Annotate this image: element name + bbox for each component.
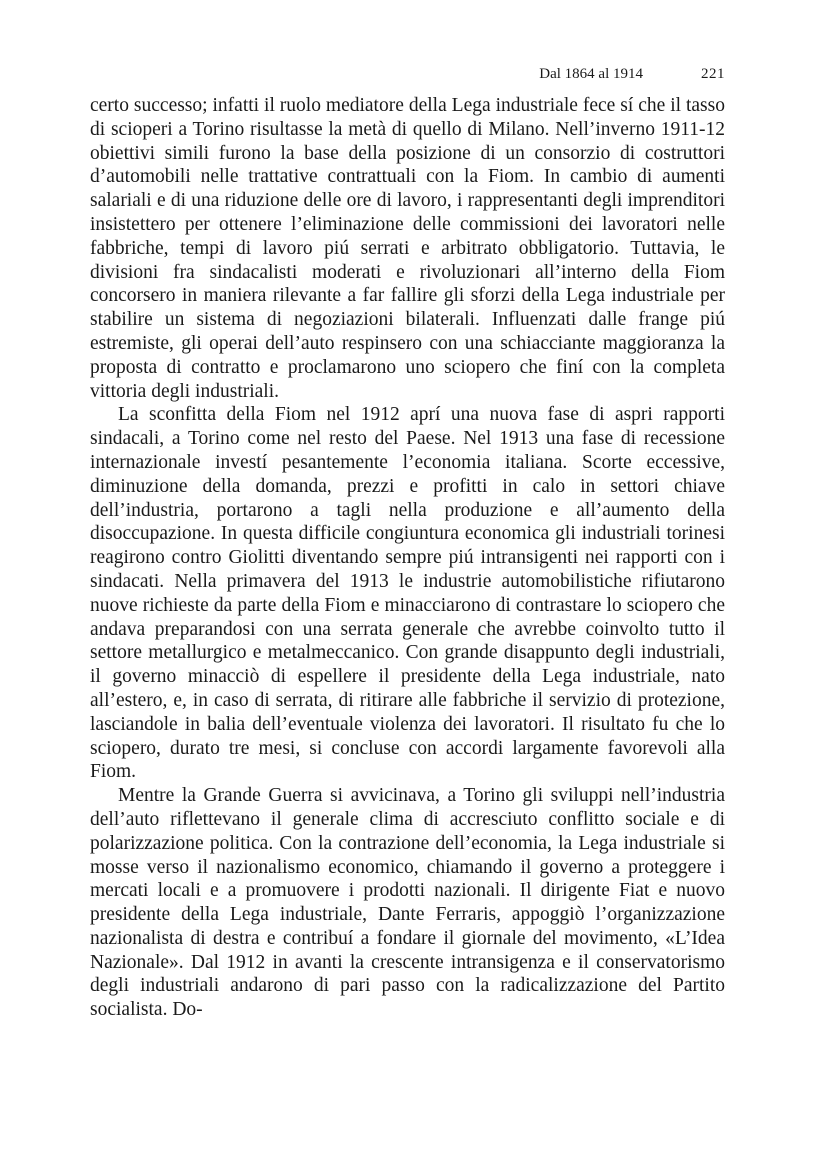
paragraph-1: certo successo; infatti il ruolo mediatore della Lega industriale fece sí che il tasso di scioperi a Torino risultasse la metà di quello di Milano. Nell’inverno 1911-12 obiettivi simili furono la base della posizione di un consorzio di costruttori d’automobili nelle trattative contrattuali con la Fiom. In cambio di aumenti salariali e di una riduzione delle ore di lavoro, i rappresentanti degli imprenditori insistettero per ottenere l’eliminazione delle commissioni dei lavoratori nelle fabbriche, tempi di lavoro piú serrati e arbitrato obbligatorio. Tuttavia, le divisioni fra sindacalisti moderati e rivoluzionari all’interno della Fiom concorsero in maniera rilevante a far fallire gli sforzi della Lega industriale per stabilire un sistema di negoziazioni bilaterali. Influenzati dalle frange piú estremiste, gli operai dell’auto respinsero con una schiacciante maggioranza la proposta di contratto e proclamarono uno sciopero che finí con la completa vittoria degli industriali.	[90, 95, 725, 402]
paragraph-3: Mentre la Grande Guerra si avvicinava, a Torino gli sviluppi nell’industria dell’auto riflettevano il generale clima di accresciuto conflitto sociale e di polarizzazione politica. Con la contrazione dell’economia, la Lega industriale si mosse verso il nazionalismo economico, chiamando il governo a proteggere i mercati locali e a promuovere i prodotti nazionali. Il dirigente Fiat e nuovo presidente della Lega industriale, Dante Ferraris, appoggiò l’organizzazione nazionalista di destra e contribuí a fondare il giornale del movimento, «L’Idea Nazionale». Dal 1912 in avanti la crescente intransigenza e il conservatorismo degli industriali andarono di pari passo con la radicalizzazione del Partito socialista. Do-	[90, 785, 725, 1021]
running-head	[90, 60, 725, 84]
paragraph-2: La sconfitta della Fiom nel 1912 aprí una nuova fase di aspri rapporti sindacali, a Torino come nel resto del Paese. Nel 1913 una fase di recessione internazionale investí pesantemente l’economia italiana. Scorte eccessive, diminuzione della domanda, prezzi e profitti in calo in settori chiave dell’industria, portarono a tagli nella produzione e all’aumento della disoccupazione. In questa difficile congiuntura economica gli industriali torinesi reagirono contro Giolitti diventando sempre piú intransigenti nei rapporti con i sindacati. Nella primavera del 1913 le industrie automobilistiche rifiutarono nuove richieste da parte della Fiom e minacciarono di contrastare lo sciopero che andava preparandosi con una serrata generale che avrebbe coinvolto tutto il settore metallurgico e metalmeccanico. Con grande disappunto degli industriali, il governo minacciò di espellere il presidente della Lega industriale, nato all’estero, e, in caso di serrata, di ritirare alle fabbriche il servizio di protezione, lasciandole in balia dell’eventuale violenza dei lavoratori. Il risultato fu che lo sciopero, durato tre mesi, si concluse con accordi largamente favorevoli alla Fiom.	[90, 404, 725, 783]
body-text	[90, 94, 725, 1022]
running-head-title: Dal 1864 al 1914	[539, 66, 643, 82]
page-number: 221	[701, 66, 725, 82]
book-page	[90, 60, 725, 1022]
